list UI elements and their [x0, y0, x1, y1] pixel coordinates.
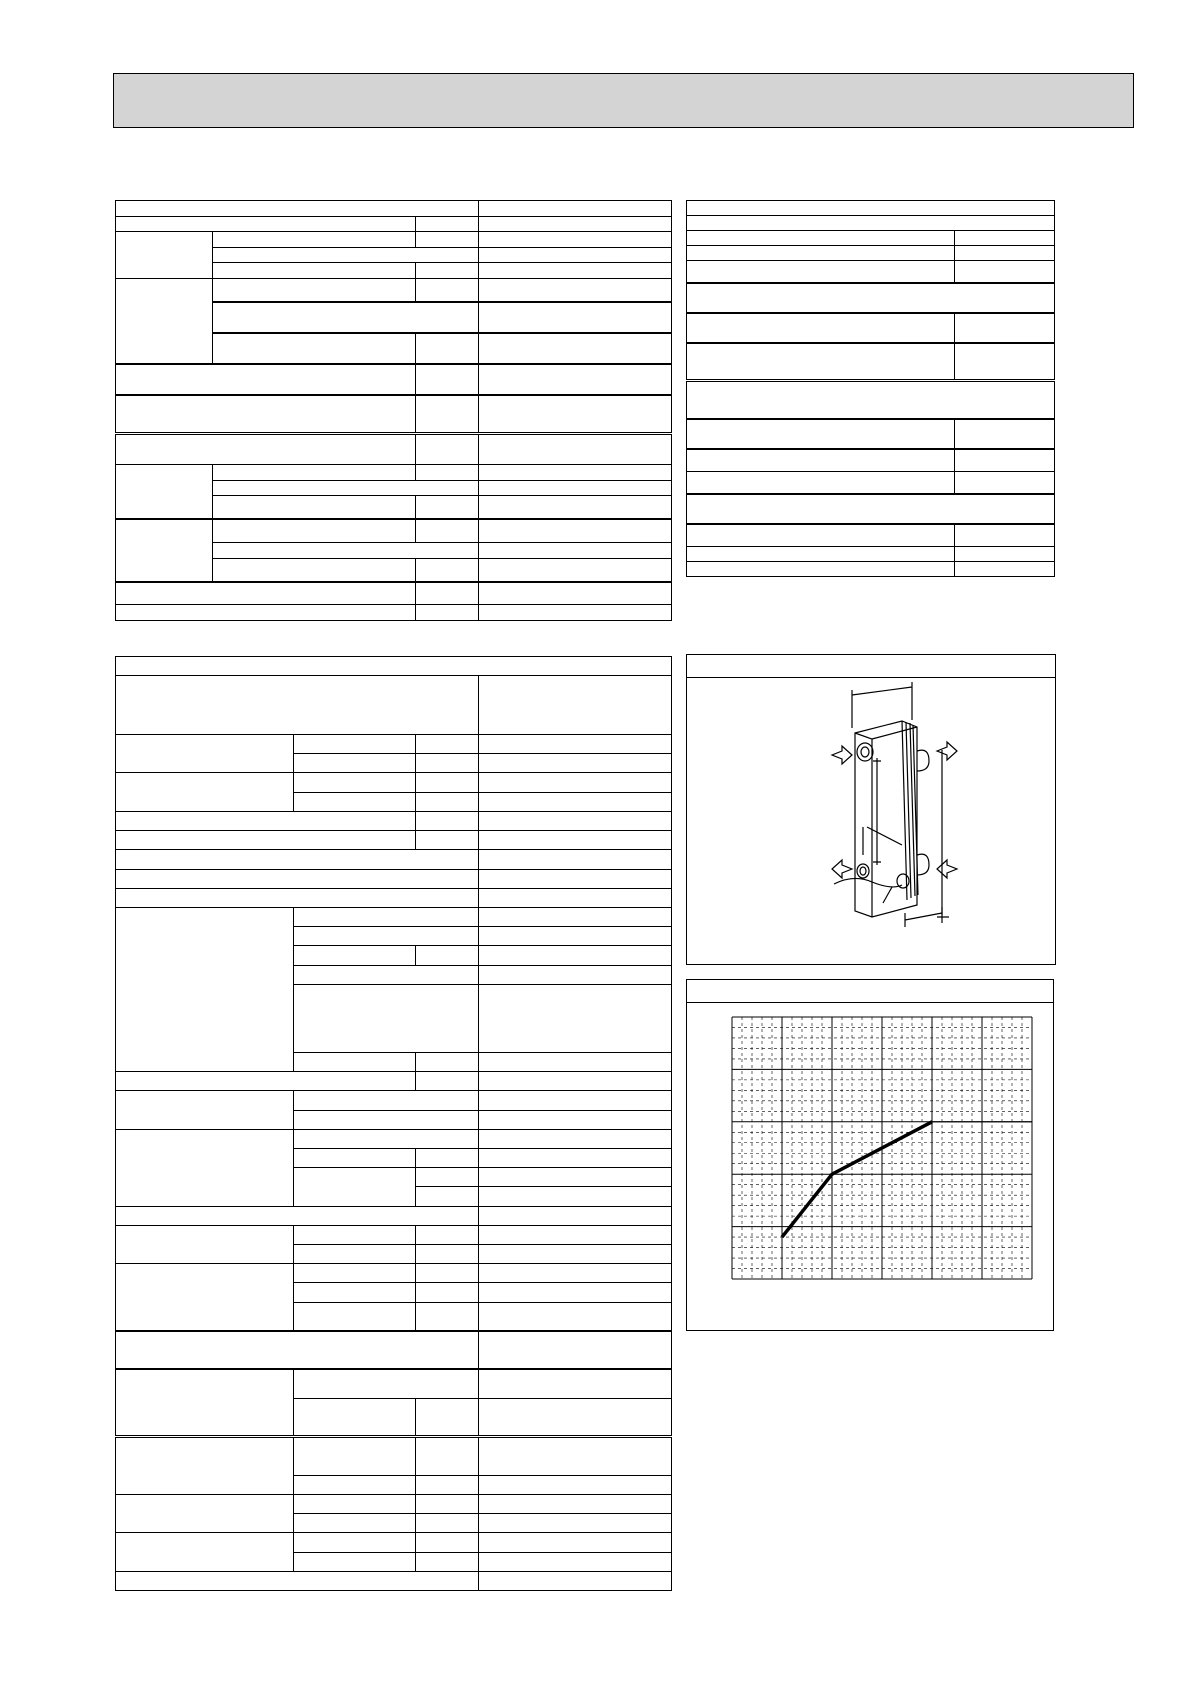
table-cell — [416, 364, 479, 395]
table-cell — [479, 364, 672, 395]
table-cell — [416, 232, 479, 248]
table-cell — [479, 1475, 672, 1494]
table-cell — [116, 434, 416, 465]
table-cell — [479, 1225, 672, 1244]
table-cell — [213, 496, 416, 519]
table-cell — [479, 735, 672, 754]
performance-curve-figure — [686, 979, 1054, 1331]
table-cell — [116, 1494, 294, 1532]
table-cell — [294, 792, 416, 811]
table-cell — [294, 1398, 416, 1436]
table-cell — [294, 1264, 416, 1283]
table-cell — [479, 792, 672, 811]
table-cell — [294, 1168, 416, 1206]
table-cell — [479, 1494, 672, 1513]
table-cell — [479, 558, 672, 581]
table-cell — [294, 1514, 416, 1533]
table-cell — [116, 465, 213, 519]
spec-table-right — [686, 200, 1054, 577]
table-cell — [116, 907, 294, 1071]
table-cell — [416, 1475, 479, 1494]
table-cell — [294, 1225, 416, 1244]
table-cell — [294, 1129, 479, 1148]
table-cell — [416, 582, 479, 605]
table-cell — [479, 333, 672, 364]
table-cell — [479, 278, 672, 301]
table-cell — [294, 907, 479, 926]
table-cell — [479, 907, 672, 926]
table-cell — [479, 1264, 672, 1283]
table-cell — [116, 395, 416, 434]
table-cell — [479, 1052, 672, 1071]
table-cell — [955, 313, 1055, 343]
table-cell — [479, 1072, 672, 1091]
table-cell — [294, 1283, 416, 1302]
table-cell — [687, 419, 955, 449]
table-cell — [116, 1437, 294, 1495]
table-cell — [416, 1398, 479, 1436]
table-cell — [116, 216, 416, 232]
table-cell — [116, 811, 416, 830]
spec-table-left — [115, 200, 671, 621]
table-cell — [479, 754, 672, 773]
table-cell — [687, 561, 955, 576]
table-cell — [116, 657, 672, 676]
table-cell — [213, 263, 416, 279]
table-cell — [479, 216, 672, 232]
table-cell — [479, 519, 672, 542]
table-cell — [955, 343, 1055, 381]
table-cell — [687, 246, 955, 261]
table-cell — [479, 927, 672, 946]
table-cell — [116, 278, 213, 364]
table-cell — [479, 201, 672, 217]
table-cell — [294, 946, 416, 965]
table-cell — [955, 561, 1055, 576]
heat-exchanger-figure — [686, 654, 1056, 965]
table-cell — [416, 1052, 479, 1071]
table-cell — [479, 434, 672, 465]
table-cell — [213, 543, 479, 559]
table-cell — [479, 1168, 672, 1187]
table-cell — [479, 984, 672, 1052]
table-cell — [479, 582, 672, 605]
table-cell — [416, 1245, 479, 1264]
table-cell — [479, 676, 672, 735]
table-cell — [416, 1552, 479, 1571]
table-cell — [294, 1437, 416, 1475]
table-cell — [687, 231, 955, 246]
table-cell — [416, 1283, 479, 1302]
table-cell — [479, 888, 672, 907]
table-cell — [416, 1187, 479, 1206]
table-cell — [687, 216, 1055, 231]
table-cell — [416, 395, 479, 434]
table-cell — [294, 1052, 416, 1071]
table-cell — [479, 1398, 672, 1436]
table-cell — [687, 471, 955, 494]
table-cell — [294, 754, 416, 773]
table-cell — [416, 263, 479, 279]
table-cell — [479, 1571, 672, 1590]
page-title-banner — [113, 73, 1134, 128]
table-cell — [294, 1302, 416, 1331]
table-cell — [116, 735, 294, 773]
table-cell — [479, 543, 672, 559]
plate-heat-exchanger-icon — [687, 655, 1057, 966]
table-cell — [955, 419, 1055, 449]
table-cell — [479, 1206, 672, 1225]
table-cell — [479, 1091, 672, 1110]
table-cell — [116, 1331, 479, 1369]
table-cell — [116, 869, 479, 888]
table-cell — [416, 1168, 479, 1187]
table-cell — [116, 1091, 294, 1129]
table-cell — [116, 888, 479, 907]
table-cell — [213, 278, 416, 301]
table-cell — [479, 1245, 672, 1264]
table-cell — [416, 278, 479, 301]
table-cell — [479, 1514, 672, 1533]
table-cell — [955, 449, 1055, 472]
table-cell — [479, 1283, 672, 1302]
table-cell — [294, 1245, 416, 1264]
table-cell — [479, 946, 672, 965]
table-cell — [116, 1264, 294, 1331]
table-cell — [416, 1072, 479, 1091]
table-cell — [479, 1369, 672, 1398]
table-cell — [116, 676, 479, 735]
table-cell — [479, 263, 672, 279]
table-cell — [416, 605, 479, 621]
table-cell — [116, 1369, 294, 1436]
table-cell — [479, 465, 672, 481]
table-cell — [213, 519, 416, 542]
table-cell — [294, 927, 479, 946]
table-cell — [479, 605, 672, 621]
table-cell — [213, 480, 479, 496]
series-line — [782, 1122, 932, 1237]
table-cell — [116, 605, 416, 621]
table-cell — [479, 1331, 672, 1369]
table-cell — [213, 558, 416, 581]
table-cell — [213, 302, 479, 333]
table-cell — [955, 246, 1055, 261]
table-cell — [479, 1437, 672, 1475]
table-cell — [116, 1225, 294, 1263]
table-cell — [479, 1187, 672, 1206]
table-cell — [687, 343, 955, 381]
table-cell — [116, 232, 213, 279]
table-cell — [116, 1571, 479, 1590]
table-cell — [479, 480, 672, 496]
table-cell — [416, 831, 479, 850]
table-cell — [416, 1494, 479, 1513]
table-cell — [116, 1129, 294, 1206]
table-cell — [416, 496, 479, 519]
table-cell — [294, 1494, 416, 1513]
table-cell — [416, 1264, 479, 1283]
table-cell — [294, 773, 416, 792]
table-cell — [687, 313, 955, 343]
table-cell — [687, 201, 1055, 216]
table-cell — [116, 1206, 479, 1225]
table-cell — [955, 546, 1055, 561]
table-cell — [479, 811, 672, 830]
table-cell — [294, 1148, 416, 1167]
table-cell — [213, 333, 416, 364]
table-cell — [687, 449, 955, 472]
table-cell — [294, 1369, 479, 1398]
table-cell — [116, 201, 479, 217]
table-cell — [116, 582, 416, 605]
table-cell — [416, 519, 479, 542]
table-cell — [294, 1552, 416, 1571]
table-cell — [687, 381, 1055, 419]
table-cell — [116, 831, 416, 850]
table-cell — [479, 395, 672, 434]
table-cell — [294, 1110, 479, 1129]
table-cell — [116, 1072, 416, 1091]
table-cell — [294, 965, 479, 984]
table-cell — [479, 1148, 672, 1167]
table-cell — [416, 1437, 479, 1475]
table-cell — [416, 465, 479, 481]
table-cell — [416, 1225, 479, 1244]
table-cell — [479, 850, 672, 869]
table-cell — [479, 302, 672, 333]
table-cell — [416, 216, 479, 232]
table-cell — [687, 283, 1055, 313]
table-cell — [116, 364, 416, 395]
table-cell — [687, 546, 955, 561]
table-cell — [955, 471, 1055, 494]
table-cell — [479, 1110, 672, 1129]
table-cell — [479, 1533, 672, 1552]
table-cell — [416, 1514, 479, 1533]
detail-table — [115, 656, 671, 1591]
table-cell — [479, 496, 672, 519]
table-cell — [416, 754, 479, 773]
table-cell — [687, 524, 955, 547]
table-cell — [416, 1533, 479, 1552]
table-cell — [416, 1148, 479, 1167]
table-cell — [294, 984, 479, 1052]
table-cell — [955, 231, 1055, 246]
table-cell — [416, 558, 479, 581]
table-cell — [479, 1552, 672, 1571]
table-cell — [479, 247, 672, 263]
table-cell — [416, 811, 479, 830]
table-cell — [116, 1533, 294, 1571]
table-cell — [116, 773, 294, 811]
table-cell — [479, 1302, 672, 1331]
table-cell — [116, 519, 213, 581]
table-cell — [116, 850, 479, 869]
table-cell — [479, 1129, 672, 1148]
table-cell — [479, 773, 672, 792]
table-cell — [955, 261, 1055, 284]
table-cell — [213, 465, 416, 481]
table-cell — [416, 1302, 479, 1331]
table-cell — [687, 494, 1055, 524]
performance-graph-icon — [687, 980, 1055, 1332]
table-cell — [294, 1475, 416, 1494]
table-cell — [416, 434, 479, 465]
table-cell — [479, 965, 672, 984]
table-cell — [416, 773, 479, 792]
table-cell — [687, 261, 955, 284]
table-cell — [416, 735, 479, 754]
table-cell — [479, 831, 672, 850]
table-cell — [294, 1533, 416, 1552]
table-cell — [213, 232, 416, 248]
table-cell — [416, 792, 479, 811]
table-cell — [479, 869, 672, 888]
table-cell — [479, 232, 672, 248]
table-cell — [294, 1091, 479, 1110]
table-cell — [294, 735, 416, 754]
table-cell — [955, 524, 1055, 547]
table-cell — [416, 333, 479, 364]
table-cell — [416, 946, 479, 965]
table-cell — [213, 247, 479, 263]
